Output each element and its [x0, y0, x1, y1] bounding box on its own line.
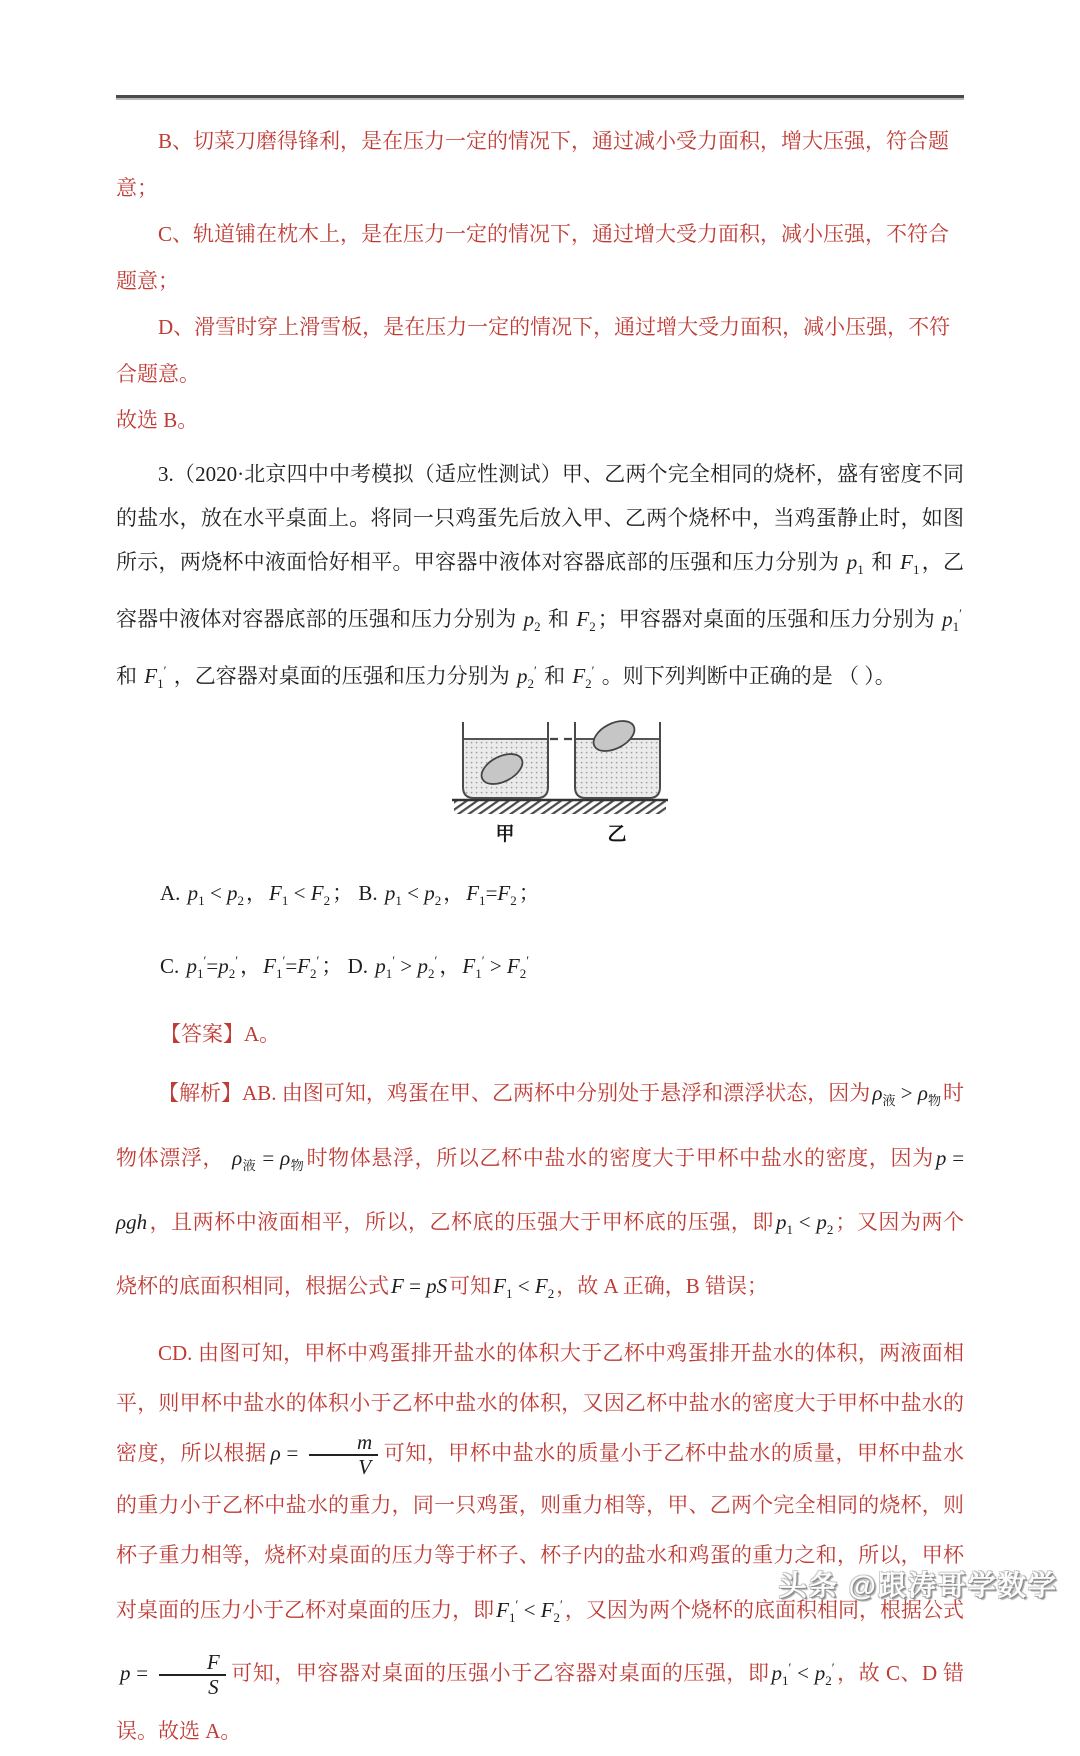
- analysis-paragraph-cd: CD. 由图可知，甲杯中鸡蛋排开盐水的体积大于乙杯中鸡蛋排开盐水的体积，两液面相平，则甲杯中盐水的体积小于乙杯中盐水的体积，又因乙杯中盐水的密度大于甲杯中盐水的密度，所以根据 ρ = $\frac{m}{V}$ 可知，甲杯中盐水的质量小于乙杯中盐水的质量，甲杯中盐水的重力小于乙杯中盐水的重力，同一只鸡蛋，则重力相等，甲、乙两个完全相同的烧杯，则杯子重力相等，烧杯对桌面的压力等于杯子、杯子内的盐水和鸡蛋的重力之和，所以，甲杯对桌面的压力小于乙杯对桌面的压力，即$F_1' < F_2'$，又因为两个烧杯的底面积相同，根据公式p = $\frac{F}{S}$ 可知，甲容器对桌面的压强小于乙容器对桌面的压强，即$p_1' < p_2'$，故 C、D 错误。故选 A。: [116, 1341, 965, 1744]
- previous-solution-block: [116, 118, 964, 444]
- prev-solution-line-b: B、切菜刀磨得锋利，是在压力一定的情况下，通过减小受力面积，增大压强，符合题意；: [116, 129, 950, 200]
- question-3-paragraph: 3.（2020·北京四中中考模拟（适应性测试）甲、乙两个完全相同的烧杯，盛有密度不同的盐水，放在水平桌面上。将同一只鸡蛋先后放入甲、乙两个烧杯中，当鸡蛋静止时，如图所示，两烧杯中液面恰好相平。甲容器中液体对容器底部的压强和压力分别为 $p_1$ 和 $F_1$，乙容器中液体对容器底部的压强和压力分别为 $p_2$ 和 $F_2$；甲容器对桌面的压强和压力分别为 $p_1'$ 和 $F_1'$ ，乙容器对桌面的压强和压力分别为 $p_2'$ 和 $F_2'$ 。则下列判断中正确的是 （ ）。: [116, 461, 965, 692]
- answer-line: 【答案】A。: [160, 1022, 281, 1047]
- beaker-diagram-svg: [450, 716, 670, 850]
- page: [0, 95, 1080, 1744]
- label-jia: 甲: [495, 824, 515, 846]
- options-block: [116, 878, 964, 989]
- prev-solution-line-c: C、轨道铺在枕木上，是在压力一定的情况下，通过增大受力面积，减小压强，不符合题意；: [116, 222, 950, 293]
- watermark-toutiao: 头条 @跟涛哥学数学: [778, 1570, 1058, 1601]
- header-rule: [116, 95, 964, 98]
- prev-solution-line-d: D、滑雪时穿上滑雪板，是在压力一定的情况下，通过增大受力面积，减小压强，不符合题意。: [116, 315, 951, 386]
- figure-beaker-diagram: [450, 716, 670, 856]
- options-row-ab: A. $p_1 < p_2$，$F_1 < F_2$； B. $p_1 < p_2$，$F_1=F_2$；: [160, 881, 540, 909]
- prev-solution-conclusion: 故选 B。: [116, 408, 199, 432]
- document-body: [0, 95, 1080, 1756]
- analysis-paragraph-ab: 【解析】AB. 由图可知，鸡蛋在甲、乙两杯中分别处于悬浮和漂浮状态，因为$\rho_液 > \rho_物$时物体漂浮， $\rho_液 = \rho_物$时物体悬浮，所以乙杯中盐水的密度大于甲杯中盐水的密度，因为p = ρgh，且两杯中液面相平，所以，乙杯底的压强大于甲杯底的压强，即$p_1 < p_2$；又因为两个烧杯的底面积相同，根据公式F = pS可知$F_1 < F_2$，故 A 正确，B 错误；: [116, 1081, 965, 1302]
- label-yi: 乙: [607, 824, 627, 846]
- options-row-cd: C. $p_1'=p_2'$，$F_1'=F_2'$； D. $p_1' > p_2'$，$F_1' > F_2'$: [160, 953, 530, 982]
- table-surface-hatch: [454, 800, 666, 814]
